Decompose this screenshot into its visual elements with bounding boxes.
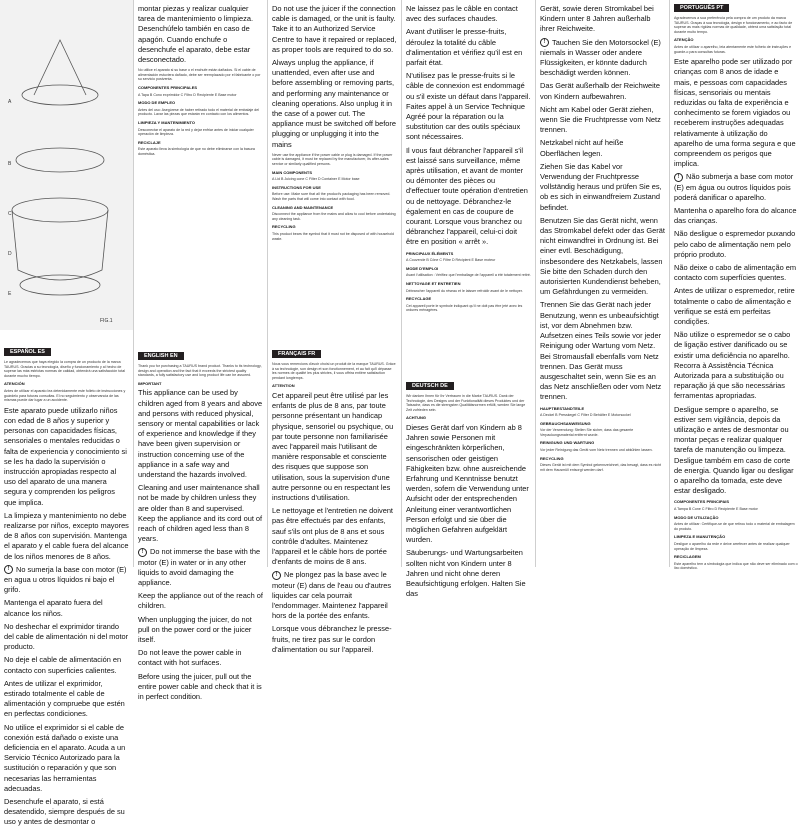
es-warning-2: La limpieza y mantenimiento no debe realizarse por niños, excepto mayores de 8 años con supervisión. Mantenga el aparato y el cable fuera del alcance de los niños menores de 8 años. [4, 510, 129, 561]
es-uso: Antes del uso: Asegúrese de haber retirado todo el material de embalaje del producto. Lavar las piezas que estarán en contacto con los alimentos. [138, 107, 260, 117]
es-limpieza: Desconectar el aparato de la red y dejar enfriar antes de iniciar cualquier operación de limpieza. [138, 127, 254, 137]
pt-intro: Agradecemos a sua preferência pela compra de um produto da marca TAURUS. Graças à sua tecnologia, design e funcionamento, e ao facto de superar as mais rígidas normas de qualidade, obterá uma satisfação total durante muito tempo. [674, 16, 793, 34]
fr-components: A Couvercle B Cône C Filtre D Récipient E Base moteur [406, 258, 496, 263]
pt-reciclagem: Este aparelho tem a simbologia que indica que não deve ser eliminado com o lixo doméstico. [674, 561, 798, 571]
de-continued-8: Trennen Sie das Gerät nach jeder Benutzung, wenn es unbeaufsichtigt ist, vor dem Abnehmen bzw. Aufsetzen eines Teils sowie vor jeder Reinigung oder Wartung vom Netz. Bei Stromausfall ebenfalls vom Netz trennen. Das Gerät muss ausgeschaltet sein, wenn Sie es an das Netz anschließen oder vom Netz trennen. [540, 300, 662, 402]
de-gebrauch: Vor der Verwendung: Stellen Sie sicher, dass das gesamte Verpackungsmaterial entfernt wurde. [540, 428, 634, 437]
en-recycling: This product bears the symbol that it must not be disposed of with household waste. [272, 231, 395, 241]
de-achtung-heading: ACHTUNG [406, 415, 426, 421]
en-cleaning-heading: CLEANING AND MAINTENANCE [272, 204, 334, 210]
en-cleaning: Disconnect the appliance from the mains and allow to cool before undertaking any cleaning task. [272, 212, 396, 221]
fr-attention-heading: ATTENTION [272, 383, 295, 389]
pt-comp: A Tampa B Cone C Filtro D Recipiente E Base motor [674, 507, 758, 512]
es-atencion-heading: ATENCIÓN [4, 381, 25, 387]
en-recycling-heading: RECYCLING [272, 224, 296, 230]
fr-continued-2: Avant d'utiliser le presse-fruits, déroulez la totalité du câble d'alimentation et vérifiez qu'il est en parfait état. [406, 27, 523, 68]
es-warning-9: Desenchufe el aparato, si está desatendido, siempre después de su uso y antes de desmontar o [4, 797, 125, 827]
de-teile-heading: HAUPTBESTANDTEILE [540, 405, 585, 411]
es-warning-3-text: No sumerja la base con motor (E) en agua u otros líquidos ni bajo el grifo. [4, 564, 127, 595]
de-recycling-heading: RECYCLING [540, 455, 564, 461]
page-spanish-english [134, 0, 267, 702]
de-continued-2-text: Tauchen Sie den Motorsockel (E) niemals in Wasser oder andere Flüssigkeiten, er könnte dadurch beschädigt werden können. [540, 37, 661, 78]
de-reinigung-heading: REINIGUNG UND WARTUNG [540, 440, 595, 446]
pt-comp-heading: COMPONENTES PRINCIPAIS [674, 499, 730, 505]
es-reciclaje-heading: RECICLAJE [138, 139, 161, 145]
en-warning-5: When unplugging the juicer, do not pull on the power cord or the juicer itself. [138, 614, 252, 645]
section-title-en: ENGLISH EN [138, 352, 184, 360]
page-english-french [268, 0, 401, 654]
svg-text:B: B [8, 161, 12, 167]
en-parts: A Lid B Juicing cone C Filter D Container E Motor base [272, 177, 360, 182]
fr-entretien: Débrancher l'appareil du réseau et le laisser refroidir avant de le nettoyer. [406, 288, 523, 293]
es-reciclaje: Este aparato lleva la simbología de que no debe eliminarse con la basura doméstica. [138, 147, 255, 156]
de-continued-6: Ziehen Sie das Kabel vor Verwendung der Fruchtpresse vollständig heraus und prüfen Sie es, ob es sich in einwandfreiem Zustand befindet. [540, 161, 662, 212]
warning-icon: ! [540, 38, 549, 47]
es-cable-note: No utilice el aparato si su base o el enchufe están dañados. Si el cable de alimentación estuviera dañado, debe ser reemplazado por el fabricante o por su servicio postventa. [138, 68, 261, 82]
fr-warning-2: Le nettoyage et l'entretien ne doivent pas être effectués par des enfants, sauf s'ils ont plus de 8 ans et sous contrôle d'adultes. Maintenez l'appareil et le câble hors de portée d'enfants de moins de 8 ans. [272, 506, 393, 567]
de-continued-2 [540, 38, 665, 79]
de-teile: A Deckel B Presskegel C Filter D Behälter E Motorsockel [540, 413, 631, 418]
en-warning-6: Do not leave the power cable in contact with hot surfaces. [138, 648, 242, 668]
pt-atencao-heading: ATENÇÃO [674, 37, 694, 43]
warning-icon: ! [138, 548, 147, 557]
en-warning-4: Keep the appliance out of the reach of children. [138, 591, 263, 611]
en-warning-3-text: Do not immerse the base with the motor (E) in water or in any other liquids to avoid damaging the appliance. [138, 547, 261, 588]
de-continued-3: Das Gerät außerhalb der Reichweite von Kindern aufbewahren. [540, 81, 660, 101]
en-cable-note: Never use the appliance if the power cable or plug is damaged. If the power cable is damaged, it must be replaced by the manufacturer, its after-sales service or similarly qualified persons. [272, 152, 393, 167]
es-warning-8: No utilice el exprimidor si el cable de conexión está dañado o existe una deficiencia en el aparato. Acuda a un Servicio Técnico Autorizado para la sustitución o reparación y que son necesarias las herramientas adecuadas. [4, 722, 126, 793]
de-reinigung: Vor jeder Reinigung das Gerät vom Netz trennen und abkühlen lassen. [540, 448, 653, 453]
section-title-fr: FRANÇAIS FR [272, 350, 321, 358]
es-limpieza-heading: LIMPIEZA Y MANTENIMIENTO [138, 119, 195, 125]
fr-entretien-heading: NETTOYAGE ET ENTRETIEN [406, 281, 461, 287]
fr-warning-3 [272, 570, 397, 621]
en-instructions: Before use: Make sure that all the product's packaging has been removed. Wash the parts that will come into contact with food. [272, 192, 391, 201]
es-warning-3 [4, 565, 129, 596]
de-continued-1: Gerät, sowie deren Stromkabel bei Kindern unter 8 Jahren außerhalb ihrer Reichweite. [540, 4, 654, 34]
fr-components-heading: PRINCIPAUX ÉLÉMENTS [406, 250, 454, 256]
es-warning-5: No deshechar el exprimidor tirando del cable de alimentación ni del motor producto. [4, 621, 129, 652]
de-recycling: Dieses Gerät ist mit dem Symbol gekennzeichnet, das besagt, dass es nicht mit dem Hausmüll entsorgt werden darf. [540, 463, 662, 472]
svg-text:E: E [8, 291, 12, 297]
page-portuguese [670, 0, 802, 571]
en-warning-3 [138, 547, 263, 588]
es-warning-7: Antes de utilizar el exprimidor, estirado totalmente el cable de alimentación y compruebe que estén en perfectas condiciones. [4, 678, 125, 719]
pt-warning-2-text: Não submerja a base com motor (E) em água ou outros líquidos pois poderá danificar o aparelho. [674, 172, 794, 202]
pt-warning-8: Desligue sempre o aparelho, se estiver sem vigilância, depois da utilização e antes de desmontar ou montar peças e realizar qualquer tarefa de manutenção ou limpeza. Desligue também em caso de corte de energia. Quando ligar ou desligar o aparelho da tomada, este deve estar desligado. [674, 404, 794, 496]
fr-warning-3-text: Ne plongez pas la base avec le moteur (E) dans de l'eau ou d'autres liquides car cela pourrait l'endommager. Maintenez l'appareil hors de la portée des enfants. [272, 570, 392, 621]
es-uso-heading: MODO DE EMPLEO [138, 100, 176, 106]
section-title-pt: PORTUGUÊS PT [674, 4, 729, 12]
fr-column-2 [406, 4, 531, 376]
en-parts-heading: MAIN COMPONENTS [272, 169, 312, 175]
es-continued: montar piezas y realizar cualquier tarea de mantenimiento o limpieza. Desenchúfelo también en caso de apagón. Cuando enchufe o desenchufe el aparato, debe estar desconectado. [138, 4, 254, 65]
pt-limpeza-heading: LIMPEZA E MANUTENÇÃO [674, 534, 726, 540]
warning-icon: ! [4, 565, 13, 574]
pt-warning-5: Não deixe o cabo de alimentação em contacto com superfícies quentes. [674, 263, 797, 283]
pt-warning-3: Mantenha o aparelho fora do alcance das crianças. [674, 206, 797, 226]
pt-warning-6: Antes de utilizar o espremedor, retire totalmente o cabo de alimentação e verifique se está em perfeitas condições. [674, 286, 795, 327]
en-warning-2: Cleaning and user maintenance shall not be made by children unless they are older than 8 and supervised. Keep the appliance and its cord out of reach of children aged less than 8 years. [138, 483, 263, 544]
page-spanish-1 [0, 0, 133, 827]
fr-continued-3: N'utilisez pas le presse-fruits si le câble de connexion est endommagé ou s'il existe un défaut dans l'appareil. Faites appel à un Service Technique Agréé pour la réparation ou la substitution car des outils spéciaux sont nécessaires. [406, 71, 531, 142]
en-column-1 [138, 364, 263, 702]
svg-text:C: C [8, 211, 12, 217]
en-continued-2: Always unplug the appliance, if unattended, even after use and before assembling or removing parts, and performing any maintenance or cleaning operations. Also unplug it in the case of a power cut. The appliance must be switched off before plugging or unplugging it into the mains [272, 58, 396, 149]
es-column-1 [4, 360, 129, 827]
de-continued-4: Nicht am Kabel oder Gerät ziehen, wenn Sie die Fruchtpresse vom Netz trennen. [540, 104, 661, 135]
es-warning-4: Mantenga el aparato fuera del alcance los niños. [4, 598, 103, 618]
warning-icon: ! [674, 173, 683, 182]
es-componentes-heading: COMPONENTES PRINCIPALES [138, 85, 198, 90]
fr-mode-heading: MODE D'EMPLOI [406, 265, 439, 271]
pt-small-notes: Antes de utilizar o aparelho, leia atentamente este folheto de instruções e guarde-o para consultas futuras. [674, 44, 792, 54]
fr-recyclage-heading: RECYCLAGE [406, 296, 432, 302]
svg-text:A: A [8, 99, 12, 105]
es-warning-6: No deje el cable de alimentación en contacto con superficies calientes. [4, 655, 122, 675]
de-warning-2: Säuberungs- und Wartungsarbeiten sollten nicht von Kindern unter 8 Jahren und nicht ohne deren Beaufsichtigung erfolgen. Halten Sie das [406, 548, 526, 599]
pt-reciclagem-heading: RECICLAGEM [674, 554, 701, 560]
en-continued-1: Do not use the juicer if the connection cable is damaged, or the unit is faulty. Take it to an Authorized Service Centre to have it repaired or replaced, as proper tools are required to do so. [272, 4, 397, 54]
de-column-2 [540, 4, 665, 565]
pt-limpeza: Desligue o aparelho da rede e deixe arrefecer antes de realizar qualquer operação de limpeza. [674, 542, 790, 551]
svg-text:D: D [8, 251, 12, 257]
de-continued-5: Netzkabel nicht auf heiße Oberflächen legen. [540, 138, 624, 158]
fr-column-1 [272, 362, 397, 654]
en-instructions-heading: INSTRUCTIONS FOR USE [272, 184, 321, 190]
fr-warning-1: Cet appareil peut être utilisé par les enfants de plus de 8 ans, par toute personne présentant un handicap physique, sensoriel ou psychique, ou par toute personne non familiarisée avec l'appareil mais l'utilisant de manière responsable et consciente des risques que suppose son utilisation, sous la supervision d'une autre personne ou en respectant les instructions d'utilisation. [272, 390, 394, 502]
es-column-2 [138, 4, 263, 344]
de-continued-7: Benutzen Sie das Gerät nicht, wenn das Stromkabel defekt oder das Gerät nicht einwandfrei in Ordnung ist. Bei einer evtl. Beschädigung, insbesondere des Netzkabels, lassen Sie bitte den Schaden durch den autorisierten Kundendienst beheben, um Gefährdungen zu vermeiden. [540, 215, 665, 297]
de-intro: Wir danken Ihnen für Ihr Vertrauen in die Marke TAURUS. Dank der Technologie, des Designs und der Funktionalität dieses Produktes und der Tatsache, dass es die strengsten Qualitätsnormen erfüllt, werden Sie lange Zeit zufrieden sein. [406, 394, 526, 412]
pt-modo: Antes de utilizar: Certifique-se de que retirou todo o material de embalagem do produto. [674, 522, 795, 531]
pt-warning-4: Não desligue o espremedor puxando pelo cabo de alimentação nem pelo próprio produto. [674, 229, 796, 259]
section-title-de: DEUTSCH DE [406, 382, 454, 390]
pt-warning-1: Este aparelho pode ser utilizado por crianças com 8 anos de idade e mais, e pessoas com capacidades físicas, sensoriais ou mentais reduzidas ou falta de experiência e conhecimento se forem vigiados ou receberem instruções adequadas relativamente à utilização do aparelho de uma forma segura e que compreendem os perigos que implica. [674, 57, 796, 169]
en-column-2 [272, 4, 397, 344]
pt-modo-heading: MODO DE UTILIZAÇÃO [674, 514, 719, 520]
fr-continued-4: Il vous faut débrancher l'appareil s'il est laissé sans surveillance, même après utilisation, et avant de monter ou démonter des pièces ou d'effectuer toute opération d'entretien ou de nettoyage. Débranchez-le également en cas de coupure de courant. Lorsque vous branchez ou débranchez l'appareil, celui-ci doit être en position « arrêt ». [406, 145, 528, 247]
en-intro: Thank you for purchasing a TAURUS brand product. Thanks to its technology, design and operation and the fact that it exceeds the strictest quality standards, a fully satisfactory use and long product life can be assured. [138, 364, 262, 378]
de-warning-1: Dieses Gerät darf von Kindern ab 8 Jahren sowie Personen mit eingeschränkten körperlichen, sensorischen oder geistigen Fähigkeiten bzw. ohne ausreichende Erfahrung und Kenntnisse benutzt werden, sofern die Verwendung unter Aufsicht oder der entsprechenden Anleitung einer verantwortlichen Person erfolgt und sie über die möglichen Gefahren aufgeklärt wurden. [406, 422, 529, 545]
pt-column [674, 16, 798, 571]
es-small-notes: Antes de utilizar el aparato lea detenidamente este folleto de instrucciones y guárdelo para futuras consultas. El no seguimiento y observancia de las mismas puede dar lugar a un accidente. [4, 388, 126, 403]
pt-warning-2 [674, 172, 798, 203]
es-warning-1: Este aparato puede utilizarlo niños con edad de 8 años y superior y personas con capacidades físicas, sensoriales o mentales reducidas o falta de experiencia y conocimiento si se les ha dado la supervisión o instrucción apropiadas respecto al uso del aparato de una manera segura y comprenden los peligros que implica. [4, 405, 127, 507]
fr-mode: Avant l'utilisation : Vérifiez que l'emballage de l'appareil a été totalement retiré. [406, 273, 531, 278]
page-german [536, 0, 669, 567]
fr-intro: Nous vous remercions d'avoir choisi un produit de la marque TAURUS. Grâce à sa technologie, son design et son fonctionnement, et au fait qu'il dépasse les normes de qualité les plus strictes, il vous offrira entière satisfaction pendant longtemps. [272, 362, 396, 380]
fr-continued-1: Ne laissez pas le câble en contact avec des surfaces chaudes. [406, 4, 518, 24]
pt-warning-7: Não utilize o espremedor se o cabo de ligação estiver danificado ou se existir uma deficiência no aparelho. Recorra à Assistência Técnica Autorizada para a substituição ou reparação já que são necessárias ferramentas apropriadas. [674, 330, 791, 401]
en-important-heading: IMPORTANT [138, 380, 162, 386]
es-intro: Le agradecemos que haya elegido la compra de un producto de la marca TAURUS. Gracias a su tecnología, diseño y funcionamiento y al hecho de superar las más estrictas normas de calidad, obtendrá una satisfacción total durante mucho tiempo. [4, 360, 126, 378]
en-warning-7: Before using the juicer, pull out the entire power cable and check that it is in perfect condition. [138, 671, 262, 702]
page-french-german [402, 0, 535, 599]
fr-recyclage: Cet appareil porte le symbole indiquant qu'il ne doit pas être jeté avec les ordures ménagères. [406, 303, 523, 313]
es-componentes: A Tapa B Cono exprimidor C Filtro D Recipiente E Base motor [138, 92, 237, 97]
juicer-illustration [0, 0, 133, 330]
de-column-1 [406, 394, 531, 599]
section-title-es: ESPAÑOL ES [4, 348, 51, 356]
warning-icon: ! [272, 571, 281, 580]
de-gebrauch-heading: GEBRAUCHSANWEISUNG [540, 420, 591, 426]
fr-warning-4: Lorsque vous débranchez le presse-fruits, ne tirez pas sur le cordon d'alimentation ou sur l'appareil. [272, 624, 392, 654]
figure-label: FIG.1 [100, 318, 113, 324]
en-warning-1: This appliance can be used by children aged from 8 years and above and persons with reduced physical, sensory or mental capabilities or lack of experience and knowledge if they have been given supervision or instruction concerning use of the appliance in a safe way and understand the hazards involved. [138, 388, 263, 479]
